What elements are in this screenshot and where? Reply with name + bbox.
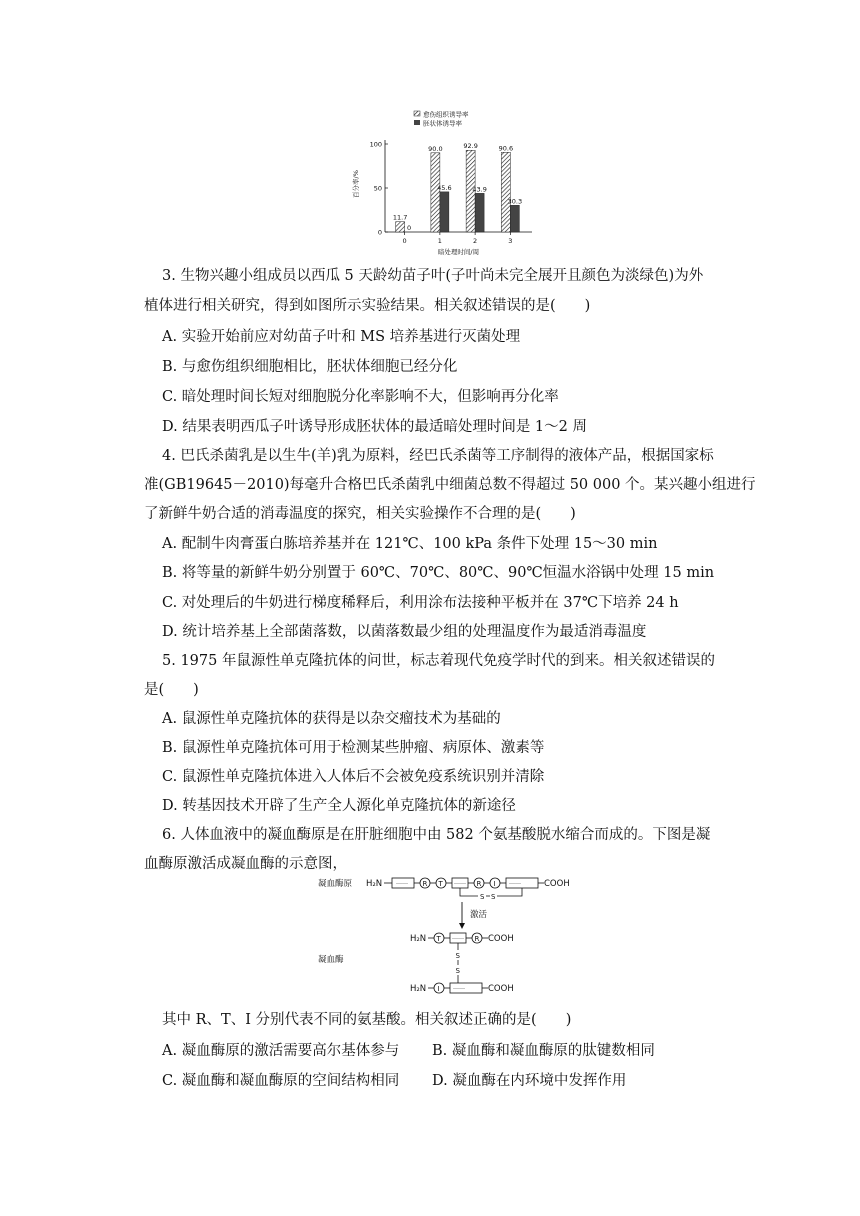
q3-option-d: D. 结果表明西瓜子叶诱导形成胚状体的最适暗处理时间是 1～2 周 [162, 419, 587, 435]
q6-stem-line3: 其中 R、T、I 分别代表不同的氨基酸。相关叙述正确的是( ) [162, 1012, 572, 1028]
q4-stem-line2: 准(GB19645－2010)每毫升合格巴氏杀菌乳中细菌总数不得超过 50 000 个。某兴趣小组进行 [144, 477, 756, 493]
data-label-embryoid: 0 [407, 224, 412, 232]
legend-swatch-embryoid [414, 120, 420, 125]
data-label-callus: 90.0 [428, 144, 443, 153]
data-label-embryoid: 45.6 [437, 183, 452, 192]
legend-label-callus: 愈伤组织诱导率 [423, 110, 469, 119]
x-axis-label: 暗处理时间/周 [437, 248, 480, 256]
diagram-label-prothrombin: 凝血酶原 [318, 879, 353, 889]
q4-option-a: A. 配制牛肉膏蛋白胨培养基并在 121℃、100 kPa 条件下处理 15～30 min [162, 536, 658, 552]
mid-residue-r-label: R [474, 935, 480, 943]
q6-stem-line2: 血酶原激活成凝血酶的示意图， [144, 856, 347, 872]
bottom-cooh: COOH [488, 984, 514, 994]
mid-s1: S [455, 952, 460, 960]
diagram-label-thrombin: 凝血酶 [318, 955, 344, 965]
mid-s2: S [455, 967, 460, 975]
q4-stem-line3: 了新鲜牛奶合适的消毒温度的探究，相关实验操作不合理的是( ) [144, 506, 576, 522]
q5-option-b: B. 鼠源性单克隆抗体可用于检测某些肿瘤、病原体、激素等 [162, 740, 545, 756]
bottom-h2n: H₂N [410, 984, 427, 994]
x-tick-label: 1 [437, 237, 442, 245]
top-residue-r1-label: R [422, 880, 428, 888]
x-tick-label: 3 [508, 237, 513, 245]
legend-label-embryoid: 胚状体诱导率 [423, 119, 462, 128]
bar-embryoid [440, 192, 449, 232]
q5-stem-line1: 5. 1975 年鼠源性单克隆抗体的问世，标志着现代免疫学时代的到来。相关叙述错误的 [162, 653, 715, 669]
legend-swatch-callus [414, 111, 420, 116]
q3-stem-line1: 3. 生物兴趣小组成员以西瓜 5 天龄幼苗子叶(子叶尚未完全展开且颜色为淡绿色)为外 [162, 268, 704, 284]
top-residue-t-label: T [438, 880, 443, 888]
mid-residue-t-label: T [436, 935, 441, 943]
bar-callus [396, 222, 405, 232]
top-residue-r2-label: R [476, 880, 482, 888]
data-label-callus: 90.6 [498, 144, 514, 153]
x-tick-label: 2 [473, 237, 478, 245]
bar-callus [501, 152, 510, 232]
top-segment-3-dots: …… [509, 879, 521, 886]
y-axis-label: 百分率/% [352, 170, 360, 198]
y-tick-label: 0 [377, 228, 382, 237]
top-segment-1-dots: …… [396, 879, 408, 886]
q3-option-a: A. 实验开始前应对幼苗子叶和 MS 培养基进行灭菌处理 [162, 329, 521, 345]
mid-cooh: COOH [488, 934, 514, 944]
q5-stem-line2: 是( ) [144, 682, 199, 698]
data-label-embryoid: 43.9 [472, 185, 487, 194]
data-label-callus: 92.9 [463, 142, 478, 151]
q5-option-d: D. 转基因技术开辟了生产全人源化单克隆抗体的新途径 [162, 798, 516, 814]
q3-stem-line2: 植体进行相关研究，得到如图所示实验结果。相关叙述错误的是( ) [144, 298, 591, 314]
q6-option-c: C. 凝血酶和凝血酶原的空间结构相同 [162, 1073, 400, 1089]
q4-option-b: B. 将等量的新鲜牛奶分别置于 60℃、70℃、80℃、90℃恒温水浴锅中处理 15 min [162, 565, 715, 581]
bar-chart [340, 108, 540, 258]
q6-stem-line1: 6. 人体血液中的凝血酶原是在肝脏细胞中由 582 个氨基酸脱水缩合而成的。下图是凝 [162, 827, 711, 843]
bar-callus [431, 153, 440, 232]
q4-option-c: C. 对处理后的牛奶进行梯度稀释后，利用涂布法接种平板并在 37℃下培养 24 h [162, 595, 679, 611]
mid-segment-dots: …… [452, 934, 464, 941]
bar-embryoid [510, 205, 519, 232]
q6-option-b: B. 凝血酶和凝血酶原的肽键数相同 [432, 1043, 655, 1059]
q6-option-d: D. 凝血酶在内环境中发挥作用 [432, 1073, 627, 1089]
q5-option-c: C. 鼠源性单克隆抗体进入人体后不会被免疫系统识别并清除 [162, 769, 545, 785]
q6-option-a: A. 凝血酶原的激活需要高尔基体参与 [162, 1043, 400, 1059]
data-label-embryoid: 30.3 [507, 197, 523, 206]
top-segment-2-dots: …… [454, 879, 466, 886]
top-s2: S [491, 893, 496, 901]
q5-option-a: A. 鼠源性单克隆抗体的获得是以杂交瘤技术为基础的 [162, 711, 501, 727]
top-cooh: COOH [544, 879, 570, 889]
bar-embryoid [475, 193, 484, 232]
q4-option-d: D. 统计培养基上全部菌落数，以菌落数最少组的处理温度作为最适消毒温度 [162, 624, 647, 640]
top-residue-i-label: I [493, 880, 496, 888]
prothrombin-activation-diagram [310, 868, 600, 998]
top-s1: S [480, 893, 485, 901]
q3-option-b: B. 与愈伤组织细胞相比，胚状体细胞已经分化 [162, 359, 458, 375]
q3-option-c: C. 暗处理时间长短对细胞脱分化率影响不大，但影响再分化率 [162, 389, 559, 405]
bottom-residue-i-label: I [437, 985, 440, 993]
y-tick-label: 50 [373, 184, 382, 193]
data-label-callus: 11.7 [392, 213, 408, 222]
arrow-label: 激活 [470, 910, 488, 920]
y-tick-label: 100 [369, 140, 382, 149]
top-h2n: H₂N [366, 879, 383, 889]
x-tick-label: 0 [402, 237, 407, 245]
q4-stem-line1: 4. 巴氏杀菌乳是以生牛(羊)乳为原料，经巴氏杀菌等工序制得的液体产品，根据国家标 [162, 448, 714, 464]
mid-h2n: H₂N [410, 934, 427, 944]
bottom-segment-dots: …… [453, 984, 465, 991]
